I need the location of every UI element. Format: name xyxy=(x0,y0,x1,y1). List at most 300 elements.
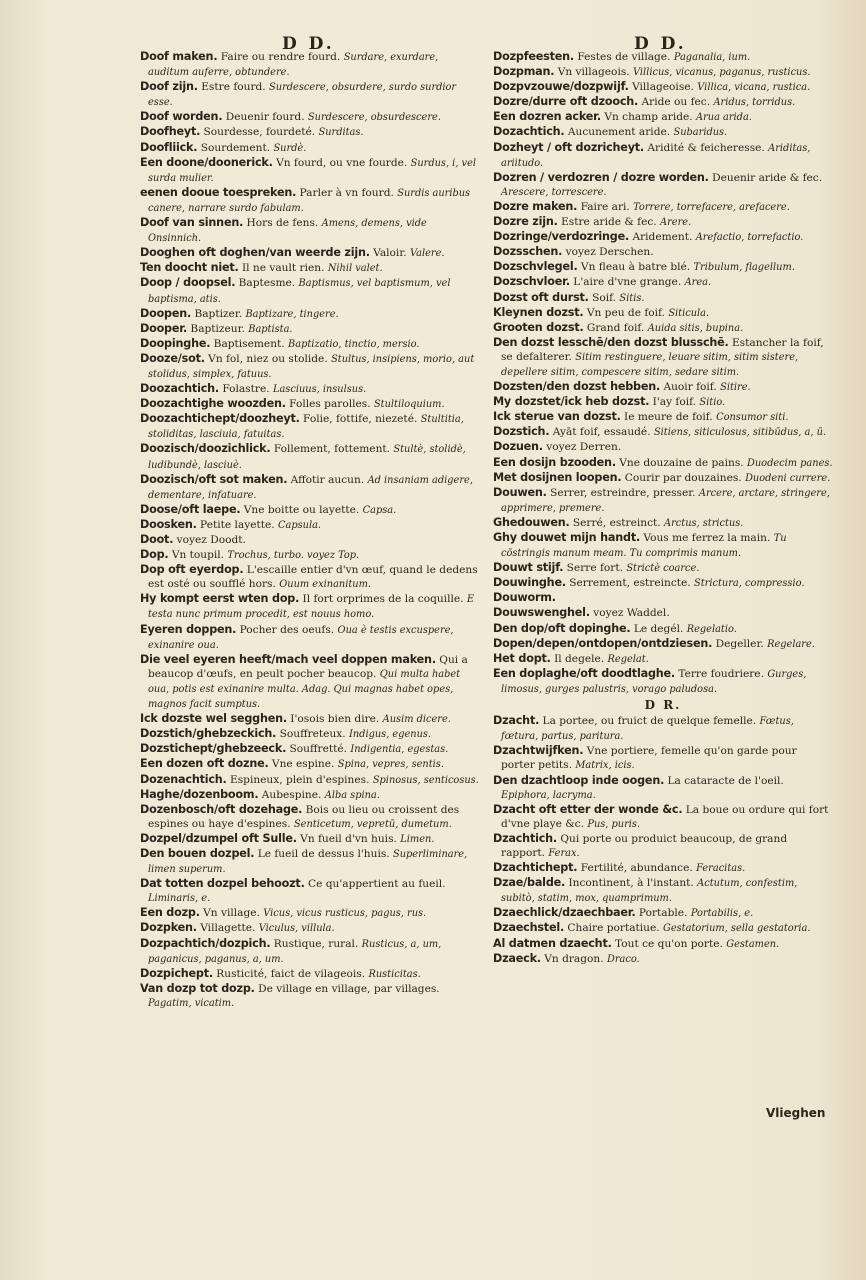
dictionary-entry xyxy=(493,410,833,425)
latin-gloss: Sitio. xyxy=(699,397,726,409)
dictionary-entry xyxy=(140,397,480,412)
headword: Doof worden. xyxy=(140,110,223,124)
dictionary-entry xyxy=(493,80,833,95)
dictionary-entry xyxy=(493,336,833,380)
latin-gloss: Surdè. xyxy=(273,142,307,154)
headword: Een dozen oft dozne. xyxy=(140,757,269,771)
french-gloss: Estre fourd. xyxy=(201,81,266,94)
latin-gloss: Amens, demens, vide Onsinnich. xyxy=(148,218,427,245)
latin-gloss: Area. xyxy=(684,277,712,289)
dictionary-entry xyxy=(140,80,480,110)
dictionary-entry xyxy=(140,125,480,140)
latin-gloss: Stultè, stolidè, ludibundè, lasciuè. xyxy=(148,444,466,471)
dictionary-entry xyxy=(493,380,833,395)
latin-gloss: Siticula. xyxy=(668,307,710,319)
latin-gloss: Capsula. xyxy=(278,519,322,531)
dictionary-entry xyxy=(140,442,480,472)
latin-gloss: Duodeni currere. xyxy=(745,472,831,484)
french-gloss: Villagette. xyxy=(200,922,256,935)
headword: Doofliick. xyxy=(140,140,198,154)
latin-gloss: Surdescere, obsurdere, surdo surdior esse. xyxy=(148,82,457,109)
dictionary-entry xyxy=(140,156,480,186)
dictionary-entry xyxy=(140,110,480,125)
latin-gloss: Ferax. xyxy=(548,847,580,859)
french-gloss: Affotir aucun. xyxy=(290,473,365,486)
latin-gloss: Duodecim panes. xyxy=(747,457,833,469)
latin-gloss: Senticetum, vepretū, dumetum. xyxy=(293,818,452,830)
french-gloss: Pocher des oeufs. xyxy=(239,623,335,636)
dictionary-entry xyxy=(493,171,833,200)
french-gloss: Soif. xyxy=(592,291,617,304)
headword: Ick sterue van dozst. xyxy=(493,410,621,424)
dictionary-entry xyxy=(140,216,480,246)
catchword: Vlieghen xyxy=(766,1106,826,1120)
dictionary-entry xyxy=(493,321,833,336)
latin-gloss: Alba spina. xyxy=(324,789,380,801)
french-gloss: Vne espine. xyxy=(271,758,335,771)
dictionary-entry xyxy=(493,425,833,440)
latin-gloss: Spina, vepres, sentis. xyxy=(337,759,444,771)
dictionary-entry xyxy=(493,440,833,455)
dictionary-entry xyxy=(493,561,833,576)
headword: Een dozp. xyxy=(140,906,200,920)
latin-gloss: Lasciuus, insulsus. xyxy=(272,384,367,396)
french-gloss: Faire ou rendre fourd. xyxy=(220,51,341,63)
latin-gloss: Paganalia, ium. xyxy=(673,52,751,63)
headword: My dozstet/ick heb dozst. xyxy=(493,395,650,409)
latin-gloss: Feracitas. xyxy=(696,863,746,875)
headword: Dozschvloer. xyxy=(493,275,570,289)
headword: Doof zijn. xyxy=(140,80,198,94)
latin-gloss: Sitire. xyxy=(720,382,751,394)
headword: Doozachtighe woozden. xyxy=(140,397,286,411)
headword: Dozpel/dzumpel oft Sulle. xyxy=(140,831,297,845)
dictionary-entry xyxy=(140,382,480,397)
french-gloss: Estre aride & fec. xyxy=(561,216,657,229)
headword: Dozpken. xyxy=(140,921,197,935)
latin-gloss: Regelat. xyxy=(607,653,649,665)
latin-gloss: Capsa. xyxy=(362,504,397,516)
headword: Dooze/sot. xyxy=(140,351,205,365)
latin-gloss: Regelatio. xyxy=(686,623,737,635)
dictionary-entry xyxy=(493,486,833,516)
dictionary-entry xyxy=(140,727,480,742)
latin-gloss: Sitim restinguere, leuare sitim, sitim sistere, depellere sitim, compescere sitim, sedare sitim. xyxy=(501,351,799,378)
headword: Dooper. xyxy=(140,321,188,335)
french-gloss: De village en village, par villages. xyxy=(258,982,440,995)
dictionary-entry xyxy=(493,861,833,876)
headword: Doozachtichept/doozheyt. xyxy=(140,412,300,426)
headword: Dzacht oft etter der wonde &c. xyxy=(493,802,683,816)
dictionary-entry xyxy=(493,95,833,110)
headword: Dozenbosch/oft dozehage. xyxy=(140,802,303,816)
french-gloss: Folastre. xyxy=(222,383,270,396)
dictionary-entry xyxy=(493,591,833,606)
french-gloss: Souffretté. xyxy=(289,743,347,756)
headword: Doozisch/doozichlick. xyxy=(140,442,271,456)
headword: Dzachtwijfken. xyxy=(493,744,584,758)
french-gloss: Vn village. xyxy=(203,907,260,920)
headword: Den dzachtloop inde oogen. xyxy=(493,773,665,787)
latin-gloss: Gurges, limosus, gurges palustris, vorago paludosa. xyxy=(501,668,807,695)
french-gloss: Tout ce qu'on porte. xyxy=(615,937,723,950)
headword: Eyeren doppen. xyxy=(140,622,237,636)
latin-gloss: Regelare. xyxy=(767,638,815,650)
french-gloss: voyez Derren. xyxy=(546,441,622,454)
french-gloss: Espineux, plein d'espines. xyxy=(230,773,370,786)
dictionary-entry xyxy=(493,622,833,637)
dictionary-entry xyxy=(140,352,480,382)
headword: Het dopt. xyxy=(493,651,551,665)
headword: Dozre maken. xyxy=(493,199,578,213)
french-gloss: Il degele. xyxy=(554,652,605,665)
french-gloss: Vn peu de foif. xyxy=(586,306,665,319)
french-gloss: Vn fol, niez ou stolide. xyxy=(208,352,328,365)
latin-gloss: Arctus, strictus. xyxy=(664,517,744,529)
headword: Ghy douwet mijn handt. xyxy=(493,531,641,544)
french-gloss: Vn champ aride. xyxy=(604,111,693,124)
latin-gloss: Strictura, compressio. xyxy=(694,578,805,590)
french-gloss: Bois ou lieu ou croissent des espines ou haye d'espines. xyxy=(148,803,460,830)
french-gloss: Degeller. xyxy=(715,637,764,650)
headword: Dat totten dozpel behoozt. xyxy=(140,877,305,891)
headword: eenen dooue toespreken. xyxy=(140,185,297,199)
dictionary-entry xyxy=(140,186,480,216)
french-gloss: Aride ou fec. xyxy=(641,96,711,109)
latin-gloss: Valere. xyxy=(409,248,445,260)
french-gloss: Sourdement. xyxy=(200,141,271,154)
french-gloss: Vn dragon. xyxy=(544,952,604,965)
headword: Van dozp tot dozp. xyxy=(140,981,255,995)
french-gloss: La portee, ou fruict de quelque femelle. xyxy=(542,715,757,728)
headword: Dozringe/verdozringe. xyxy=(493,230,630,244)
dictionary-entry xyxy=(493,395,833,410)
latin-gloss: Pus, puris. xyxy=(587,818,641,830)
headword: Doop / doopsel. xyxy=(140,276,236,290)
french-gloss: Baptizeur. xyxy=(190,322,245,335)
latin-gloss: Consumor siti. xyxy=(716,412,789,424)
dictionary-entry xyxy=(493,471,833,486)
dictionary-entry xyxy=(493,516,833,531)
headword: Dozheyt / oft dozricheyt. xyxy=(493,140,644,154)
headword: Een doplaghe/oft doodtlaghe. xyxy=(493,666,675,680)
french-gloss: Incontinent, à l'instant. xyxy=(568,877,694,890)
french-gloss: Deuenir fourd. xyxy=(225,111,305,124)
headword: Den bouen dozpel. xyxy=(140,846,255,860)
right-column xyxy=(493,50,833,967)
headword: Dozre zijn. xyxy=(493,215,558,229)
headword: Doozisch/oft sot maken. xyxy=(140,472,288,486)
latin-gloss: Pagatim, vicatim. xyxy=(148,997,235,1009)
dictionary-entry xyxy=(140,548,480,563)
dictionary-entry xyxy=(140,563,480,592)
dictionary-entry xyxy=(140,742,480,757)
dictionary-entry xyxy=(140,803,480,832)
latin-gloss: Torrere, torrefacere, arefacere. xyxy=(633,201,790,213)
dictionary-entry xyxy=(140,533,480,548)
french-gloss: I'osois bien dire. xyxy=(290,713,380,726)
french-gloss: Ayāt foif, essaudé. xyxy=(552,426,651,439)
headword: Een dozren acker. xyxy=(493,110,601,124)
headword: Doof van sinnen. xyxy=(140,216,244,230)
headword: Dozpfeesten. xyxy=(493,50,574,63)
latin-gloss: Arcere, arctare, stringere, apprimere, premere. xyxy=(501,487,830,514)
dictionary-entry xyxy=(493,531,833,561)
dictionary-entry xyxy=(493,774,833,803)
latin-gloss: Auida sitis, bupina. xyxy=(647,322,744,334)
dictionary-entry xyxy=(493,65,833,80)
french-gloss: voyez Derschen. xyxy=(565,246,654,259)
headword: Dzae/balde. xyxy=(493,876,566,890)
headword: Dop oft eyerdop. xyxy=(140,563,244,577)
headword: Douwt stijf. xyxy=(493,561,564,575)
french-gloss: Serré, estreinct. xyxy=(572,516,661,529)
headword: Douwen. xyxy=(493,485,547,499)
french-gloss: voyez Doodt. xyxy=(176,534,246,546)
dictionary-entry xyxy=(493,456,833,471)
dictionary-entry xyxy=(140,473,480,503)
latin-gloss: Surdescere, obsurdescere. xyxy=(307,112,441,124)
latin-gloss: Ad insaniam adigere, dementare, infatuare. xyxy=(148,474,473,501)
headword: Kleynen dozst. xyxy=(493,305,584,319)
headword: Den dozst lesschē/den dozst blusschē. xyxy=(493,335,729,349)
headword: Dozstichept/ghebzeeck. xyxy=(140,742,287,756)
headword: Dzaeck. xyxy=(493,951,541,965)
dictionary-entry xyxy=(140,261,480,276)
dictionary-entry xyxy=(140,503,480,518)
latin-gloss: Arescere, torrescere. xyxy=(501,186,607,198)
latin-gloss: Baptista. xyxy=(248,323,293,335)
dictionary-entry xyxy=(493,906,833,921)
latin-gloss: Nihil valet. xyxy=(327,263,383,275)
latin-gloss: Stultus, insipiens, morio, aut stolidus, simplex, fatuus. xyxy=(148,353,475,380)
latin-gloss: Viculus, villula. xyxy=(258,923,335,935)
french-gloss: Grand foif. xyxy=(586,321,645,334)
dictionary-entry xyxy=(493,744,833,773)
dictionary-entry xyxy=(140,322,480,337)
latin-gloss: Sitis. xyxy=(619,292,645,304)
headword: Doof maken. xyxy=(140,50,218,63)
french-gloss: Aridement. xyxy=(632,231,693,244)
headword: Dozren / verdozren / dozre worden. xyxy=(493,170,709,184)
headword: Doosken. xyxy=(140,517,197,531)
dictionary-entry xyxy=(140,518,480,533)
french-gloss: Baptesme. xyxy=(238,277,296,290)
dictionary-entry xyxy=(140,921,480,936)
latin-gloss: Oua è testis excuspere, exinanire oua. xyxy=(148,624,454,651)
latin-gloss: Villicus, vicanus, paganus, rusticus. xyxy=(633,67,811,79)
headword: Dozenachtich. xyxy=(140,772,227,786)
headword: Dzacht. xyxy=(493,714,540,728)
dictionary-entry xyxy=(140,937,480,967)
dictionary-entry xyxy=(140,50,480,80)
dictionary-entry xyxy=(493,215,833,230)
dictionary-entry xyxy=(493,230,833,245)
french-gloss: Folie, fottife, niezeté. xyxy=(303,413,418,426)
latin-gloss: Qui multa habet oua, potis est exinanire multa. Adag. Qui magnas habet opes, magnos facit sumptus. xyxy=(148,668,461,711)
dictionary-entry xyxy=(493,937,833,952)
french-gloss: La boue ou ordure qui fort d'vne playe &c. xyxy=(501,803,829,830)
dictionary-entry xyxy=(493,576,833,591)
dictionary-entry xyxy=(140,832,480,847)
dictionary-entry xyxy=(140,712,480,727)
headword: Dozsschen. xyxy=(493,245,563,259)
dictionary-entry xyxy=(493,110,833,125)
latin-gloss: Rusticitas. xyxy=(368,968,421,980)
latin-gloss: Epiphora, lacryma. xyxy=(501,789,596,801)
french-gloss: L'aire d'vne grange. xyxy=(573,276,682,289)
dictionary-entry xyxy=(140,307,480,322)
headword: Dozstich/ghebzeckich. xyxy=(140,727,277,741)
french-gloss: Vn toupil. xyxy=(171,549,225,562)
french-gloss: Il fort orprimes de la coquille. xyxy=(302,593,464,606)
latin-gloss: Surdis auribus canere, narrare surdo fabulam. xyxy=(148,187,471,214)
latin-gloss: Arua arida. xyxy=(696,112,752,124)
french-gloss: Ce qu'appertient au fueil. xyxy=(308,878,446,891)
latin-gloss: Fœtus, fœtura, partus, paritura. xyxy=(501,716,794,743)
french-gloss: Courir par douzaines. xyxy=(624,471,742,484)
headword: Dozpvzouwe/dozpwijf. xyxy=(493,80,629,94)
dictionary-entry xyxy=(140,653,480,712)
latin-gloss: Villica, vicana, rustica. xyxy=(697,82,811,94)
dictionary-entry xyxy=(493,306,833,321)
headword: Dozpman. xyxy=(493,65,555,79)
french-gloss: Vne douzaine de pains. xyxy=(619,456,744,469)
latin-gloss: Tu cōstringis manum meam. Tu comprimis manum. xyxy=(501,533,787,560)
dictionary-entry xyxy=(140,906,480,921)
dictionary-entry xyxy=(493,245,833,260)
latin-gloss: Indigentia, egestas. xyxy=(350,744,449,756)
french-gloss: Faire ari. xyxy=(580,200,630,213)
headword: Douwinghe. xyxy=(493,576,566,590)
french-gloss: Folles parolles. xyxy=(289,398,371,411)
french-gloss: Serrer, estreindre, presser. xyxy=(550,486,696,499)
latin-gloss: Baptizatio, tinctio, mersio. xyxy=(288,338,420,350)
latin-gloss: Arefactio, torrefactio. xyxy=(695,232,804,244)
dictionary-entry xyxy=(140,246,480,261)
french-gloss: Hors de fens. xyxy=(246,217,319,230)
french-gloss: Deuenir aride & fec. xyxy=(712,171,823,184)
dictionary-entry xyxy=(140,757,480,772)
dictionary-entry xyxy=(140,788,480,803)
headword: Grooten dozst. xyxy=(493,320,584,334)
headword: Doofheyt. xyxy=(140,125,201,139)
headword: Douworm. xyxy=(493,591,556,605)
dictionary-entry xyxy=(140,337,480,352)
dictionary-entry xyxy=(493,291,833,306)
latin-gloss: Stultiloquium. xyxy=(373,399,445,411)
dictionary-entry xyxy=(140,982,480,1011)
latin-gloss: Baptismus, vel baptismum, vel baptisma, atis. xyxy=(148,278,451,305)
french-gloss: Vn fourd, ou vne fourde. xyxy=(276,156,408,169)
latin-gloss: Tribulum, flagellum. xyxy=(693,262,795,274)
headword: Dozachtich. xyxy=(493,125,565,139)
dictionary-entry xyxy=(493,832,833,861)
latin-gloss: Ariditas, ariitudo. xyxy=(501,142,811,169)
headword: Doopen. xyxy=(140,306,192,320)
dictionary-entry xyxy=(493,275,833,290)
headword: Den dop/oft dopinghe. xyxy=(493,621,631,635)
french-gloss: Portable. xyxy=(638,907,688,920)
french-gloss: Il ne vault rien. xyxy=(241,262,325,275)
dictionary-entry xyxy=(140,967,480,982)
latin-gloss: Liminaris, e. xyxy=(148,893,211,905)
dictionary-entry xyxy=(140,592,480,622)
dictionary-entry xyxy=(493,50,833,65)
latin-gloss: Gestatorium, sella gestatoria. xyxy=(663,923,811,935)
french-gloss: Serre fort. xyxy=(566,562,623,575)
dictionary-entry xyxy=(140,877,480,906)
headword: Ghedouwen. xyxy=(493,515,570,529)
latin-gloss: Rusticus, a, um, paganicus, paganus, a, um. xyxy=(148,938,442,965)
headword: Douwswenghel. xyxy=(493,606,590,620)
dictionary-entry xyxy=(493,803,833,832)
french-gloss: Sourdesse, fourdeté. xyxy=(203,126,316,139)
latin-gloss: Spinosus, senticosus. xyxy=(372,774,479,786)
headword: Die veel eyeren heeft/mach veel doppen maken. xyxy=(140,652,436,666)
latin-gloss: E testa nunc primum procedit, est nouus homo. xyxy=(148,594,475,621)
dictionary-entry xyxy=(140,412,480,442)
page-header-right: D D. xyxy=(634,34,687,54)
french-gloss: Rusticité, faict de vilageois. xyxy=(216,967,366,980)
french-gloss: Serrement, estreincte. xyxy=(569,577,691,590)
dictionary-entry xyxy=(140,773,480,788)
headword: Hy kompt eerst wten dop. xyxy=(140,592,300,606)
headword: Een doone/doonerick. xyxy=(140,155,273,169)
french-gloss: Baptisement. xyxy=(213,337,285,350)
french-gloss: Aridité & feicheresse. xyxy=(647,141,765,154)
latin-gloss: Arere. xyxy=(660,217,692,229)
headword: Dozre/durre oft dzooch. xyxy=(493,95,639,109)
dictionary-entry xyxy=(493,637,833,652)
latin-gloss: Stultitia, stoliditas, lasciuia, fatuitas. xyxy=(148,414,464,441)
french-gloss: Ie meure de foif. xyxy=(624,411,713,424)
dictionary-entry xyxy=(140,623,480,653)
latin-gloss: Limen. xyxy=(400,833,435,845)
headword: Ick dozste wel segghen. xyxy=(140,712,287,726)
french-gloss: Aucunement aride. xyxy=(567,126,671,139)
french-gloss: Aubespine. xyxy=(261,788,322,801)
french-gloss: Qui a beaucop d'œufs, en peult pocher beaucop. xyxy=(148,653,468,680)
latin-gloss: Vicus, vicus rusticus, pagus, rus. xyxy=(263,908,427,920)
latin-gloss: Baptizare, tingere. xyxy=(245,308,339,320)
headword: Ten doocht niet. xyxy=(140,261,239,275)
headword: Dzachtichept. xyxy=(493,861,578,875)
latin-gloss: Sitiens, siticulosus, sitibūdus, a, ū. xyxy=(653,427,827,439)
latin-gloss: Surdus, i, vel surda mulier. xyxy=(148,157,477,184)
section-heading: D R. xyxy=(644,698,682,713)
french-gloss: Fertilité, abundance. xyxy=(580,862,693,875)
headword: Dozschvlegel. xyxy=(493,260,578,274)
page-header-left: D D. xyxy=(282,34,335,54)
french-gloss: Baptizer. xyxy=(194,307,243,320)
left-column xyxy=(140,50,480,1011)
french-gloss: Rustique, rural. xyxy=(273,937,359,950)
headword: Dzachtich. xyxy=(493,831,557,845)
latin-gloss: Draco. xyxy=(606,953,640,965)
french-gloss: Vn fueil d'vn huis. xyxy=(300,832,397,845)
french-gloss: Valoir. xyxy=(373,247,407,260)
latin-gloss: Ausim dicere. xyxy=(382,714,451,726)
french-gloss: voyez Waddel. xyxy=(593,607,670,620)
french-gloss: Chaire portatiue. xyxy=(567,922,660,935)
latin-gloss: Surditas. xyxy=(318,127,364,139)
dictionary-entry xyxy=(493,260,833,275)
headword: Doose/oft laepe. xyxy=(140,502,241,516)
dictionary-entry xyxy=(493,141,833,171)
headword: Al datmen dzaecht. xyxy=(493,936,612,950)
latin-gloss: Indigus, egenus. xyxy=(349,729,432,741)
